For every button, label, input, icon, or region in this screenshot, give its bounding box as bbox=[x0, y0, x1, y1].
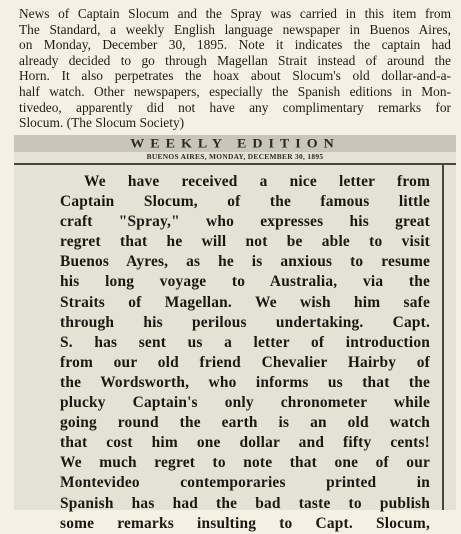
article-line: plucky Captain's only chronometer while bbox=[60, 394, 430, 412]
article-line: S. has sent us a letter of introduction bbox=[60, 333, 430, 351]
article-line: some remarks insulting to Capt. Slocum, bbox=[60, 514, 430, 532]
newspaper-clipping bbox=[14, 135, 456, 532]
article-line: Straits of Magellan. We wish him safe bbox=[60, 293, 430, 311]
article-line: Montevideo contemporaries printed in bbox=[60, 474, 430, 492]
masthead-rule bbox=[14, 163, 456, 165]
article-body bbox=[60, 172, 430, 534]
edition-masthead bbox=[14, 135, 456, 152]
article-line: Buenos Ayres, as he is anxious to resume bbox=[60, 253, 430, 271]
article-line: craft "Spray," who expresses his great bbox=[60, 213, 430, 231]
article-line: his long voyage to Australia, via the bbox=[60, 273, 430, 291]
article-line: We have received a nice letter from bbox=[84, 173, 430, 190]
article-line: We much regret to note that one of our bbox=[60, 454, 430, 472]
caption-line: tivedeo, apparently did not have any complimentary remarks for bbox=[19, 99, 451, 115]
caption-line: already decided to go through Magellan Strait instead of around the bbox=[19, 52, 451, 68]
caption-line: Horn. It also perpetrates the hoax about Slocum's old dollar-and-a- bbox=[19, 68, 451, 84]
article-line: going round the earth is an old watch bbox=[60, 414, 430, 432]
article-line: the Wordsworth, who informs us that the bbox=[60, 373, 430, 391]
article-line: regret that he will not be able to visit bbox=[60, 233, 430, 251]
caption-line: half watch. Other newspapers, especially the Spanish editions in Mon- bbox=[19, 83, 451, 99]
caption-line: on Monday, December 30, 1895. Note it indicates the captain had bbox=[19, 37, 451, 53]
article-line: that cost him one dollar and fifty cents! bbox=[60, 434, 430, 452]
article-line: from our old friend Chevalier Hairby of bbox=[60, 353, 430, 371]
column-rule bbox=[442, 165, 444, 510]
dateline: BUENOS AIRES, MONDAY, DECEMBER 30, 1895 bbox=[146, 152, 324, 161]
article-line: Captain Slocum, of the famous little bbox=[60, 193, 430, 211]
article-line: Spanish has had the bad taste to publish bbox=[60, 494, 430, 512]
caption-line: Slocum. (The Slocum Society) bbox=[19, 115, 185, 131]
caption-paragraph bbox=[19, 6, 451, 131]
edition-title: WEEKLY EDITION bbox=[130, 137, 340, 152]
caption-line: The Standard, a weekly English language newspaper in Buenos Aires, bbox=[19, 21, 451, 37]
caption-line: News of Captain Slocum and the Spray was carried in this item from bbox=[19, 6, 451, 21]
article-line: through his perilous undertaking. Capt. bbox=[60, 313, 430, 331]
